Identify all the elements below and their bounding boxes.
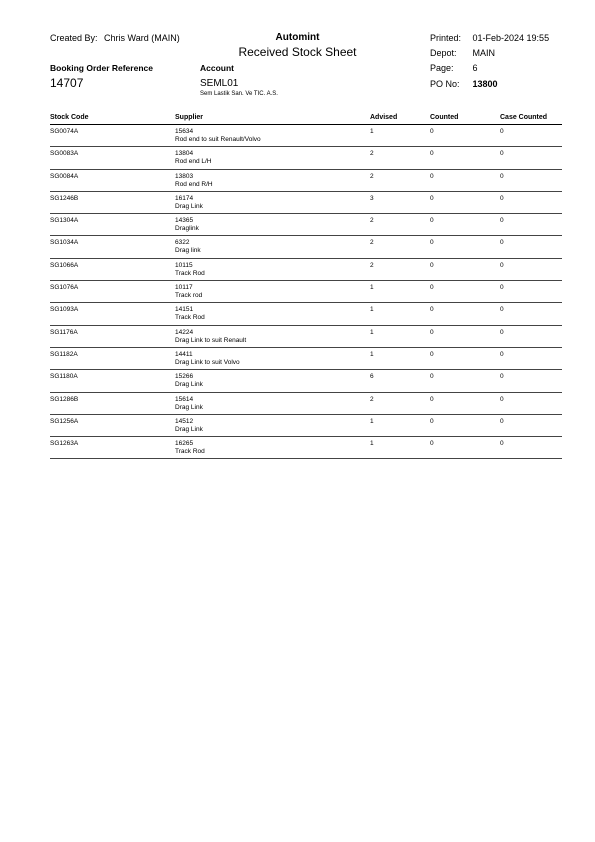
counted-cell: 0 <box>430 306 434 314</box>
counted-cell: 0 <box>430 172 434 180</box>
advised-cell: 2 <box>370 217 374 225</box>
supplier-code: 15634 <box>175 128 194 135</box>
counted-cell: 0 <box>430 217 434 225</box>
case-counted-cell: 0 <box>500 150 504 158</box>
supplier-cell <box>175 306 205 322</box>
supplier-code: 10117 <box>175 284 193 292</box>
stock-code-cell: SG1304A <box>50 217 79 225</box>
stock-code-cell: SG1182A <box>50 350 78 358</box>
supplier-description: Track Rod <box>175 269 205 277</box>
counted-cell: 0 <box>430 284 434 292</box>
advised-cell: 2 <box>370 261 374 269</box>
depot-meta <box>430 48 495 58</box>
advised-cell: 2 <box>370 150 374 158</box>
stock-code-cell: SG1180A <box>50 373 78 381</box>
supplier-code: 16265 <box>175 440 194 448</box>
page-label: Page: <box>430 63 454 73</box>
advised-cell: 3 <box>370 194 374 202</box>
supplier-description: Track Rod <box>175 314 205 322</box>
supplier-cell <box>175 262 205 278</box>
supplier-code: 14365 <box>175 217 194 225</box>
po-value: 13800 <box>472 79 498 89</box>
counted-cell: 0 <box>430 395 434 403</box>
supplier-description: Drag Link <box>175 403 203 411</box>
col-supplier: Supplier <box>175 114 204 121</box>
supplier-code: 14224 <box>175 328 194 336</box>
supplier-code: 16174 <box>175 194 194 202</box>
table-row <box>50 326 562 348</box>
case-counted-cell: 0 <box>500 172 504 180</box>
depot-label: Depot: <box>430 48 457 58</box>
supplier-cell <box>175 373 203 389</box>
depot-value: MAIN <box>472 48 496 58</box>
supplier-cell <box>175 173 213 189</box>
counted-cell: 0 <box>430 440 434 448</box>
supplier-description: Drag Link <box>175 202 203 210</box>
supplier-code: 10115 <box>175 261 193 269</box>
printed-meta <box>430 33 549 43</box>
supplier-description: Rod end L/H <box>175 158 212 166</box>
company-name: Automint <box>275 32 320 43</box>
table-row <box>50 147 562 169</box>
supplier-cell <box>175 195 203 211</box>
stock-code-cell: SG1176A <box>50 328 78 336</box>
stock-code-cell: SG0083A <box>50 150 79 158</box>
table-row <box>50 437 562 459</box>
supplier-description: Rod end to suit Renault/Volvo <box>175 136 261 143</box>
advised-cell: 1 <box>370 128 374 135</box>
account-label: Account <box>200 63 234 73</box>
advised-cell: 1 <box>370 417 374 425</box>
case-counted-cell: 0 <box>500 261 504 269</box>
created-by-value: Chris Ward (MAIN) <box>104 33 180 43</box>
supplier-code: 14512 <box>175 417 194 425</box>
case-counted-cell: 0 <box>500 328 504 336</box>
col-stock-code: Stock Code <box>50 114 89 121</box>
supplier-cell <box>175 284 202 300</box>
supplier-description: Drag Link <box>175 381 203 389</box>
printed-value: 01-Feb-2024 19:55 <box>472 33 550 43</box>
supplier-code: 14411 <box>175 350 193 358</box>
account-code: SEML01 <box>200 78 239 89</box>
supplier-description: Track Rod <box>175 448 205 456</box>
advised-cell: 6 <box>370 373 374 381</box>
case-counted-cell: 0 <box>500 440 504 448</box>
supplier-code: 15266 <box>175 373 194 381</box>
case-counted-cell: 0 <box>500 395 504 403</box>
table-row <box>50 348 562 370</box>
supplier-code: 13804 <box>175 150 194 158</box>
counted-cell: 0 <box>430 194 434 202</box>
supplier-cell <box>175 150 212 166</box>
table-row <box>50 281 562 303</box>
page-title: Received Stock Sheet <box>238 45 357 59</box>
case-counted-cell: 0 <box>500 284 504 292</box>
supplier-description: Drag Link to suit Volvo <box>175 358 240 366</box>
advised-cell: 2 <box>370 239 374 247</box>
supplier-description: Drag link <box>175 247 201 255</box>
stock-code-cell: SG0074A <box>50 128 79 135</box>
page-meta <box>430 63 478 73</box>
col-counted: Counted <box>430 114 459 121</box>
advised-cell: 1 <box>370 306 374 314</box>
case-counted-cell: 0 <box>500 417 504 425</box>
advised-cell: 1 <box>370 350 374 358</box>
supplier-cell <box>175 239 201 255</box>
supplier-description: Draglink <box>175 225 199 233</box>
stock-rows <box>50 125 562 459</box>
counted-cell: 0 <box>430 150 434 158</box>
supplier-code: 6322 <box>175 239 190 247</box>
counted-cell: 0 <box>430 128 434 135</box>
case-counted-cell: 0 <box>500 217 504 225</box>
counted-cell: 0 <box>430 328 434 336</box>
supplier-description: Track rod <box>175 292 203 300</box>
case-counted-cell: 0 <box>500 239 504 247</box>
col-advised: Advised <box>370 114 398 121</box>
table-row <box>50 303 562 325</box>
supplier-cell <box>175 329 246 345</box>
table-row <box>50 170 562 192</box>
supplier-cell <box>175 396 203 412</box>
stock-code-cell: SG1263A <box>50 440 79 448</box>
advised-cell: 1 <box>370 284 374 292</box>
table-row <box>50 393 562 415</box>
stock-code-cell: SG1093A <box>50 306 79 314</box>
po-label: PO No: <box>430 79 460 89</box>
case-counted-cell: 0 <box>500 128 504 135</box>
supplier-description: Drag Link to suit Renault <box>175 336 247 344</box>
counted-cell: 0 <box>430 261 434 269</box>
account-name: Sem Lastik San. Ve TIC. A.S. <box>200 91 278 97</box>
created-by-label: Created By: <box>50 33 98 43</box>
stock-code-cell: SG1256A <box>50 417 79 425</box>
col-case-counted: Case Counted <box>500 114 548 121</box>
stock-code-cell: SG0084A <box>50 172 79 180</box>
table-row <box>50 415 562 437</box>
counted-cell: 0 <box>430 239 434 247</box>
supplier-cell <box>175 217 199 233</box>
booking-ref-label: Booking Order Reference <box>50 63 153 73</box>
supplier-description: Rod end R/H <box>175 180 213 188</box>
advised-cell: 1 <box>370 440 374 448</box>
stock-code-cell: SG1066A <box>50 261 79 269</box>
case-counted-cell: 0 <box>500 350 504 358</box>
table-row <box>50 370 562 392</box>
case-counted-cell: 0 <box>500 306 504 314</box>
counted-cell: 0 <box>430 417 434 425</box>
booking-ref-value: 14707 <box>50 76 84 90</box>
supplier-cell <box>175 351 240 367</box>
page-value: 6 <box>472 63 478 73</box>
po-meta <box>430 79 498 89</box>
table-row <box>50 214 562 236</box>
supplier-description: Drag Link <box>175 425 203 433</box>
stock-code-cell: SG1076A <box>50 284 79 292</box>
counted-cell: 0 <box>430 350 434 358</box>
counted-cell: 0 <box>430 373 434 381</box>
stock-code-cell: SG1286B <box>50 395 79 403</box>
table-row <box>50 125 562 147</box>
supplier-code: 15614 <box>175 395 194 403</box>
supplier-code: 14151 <box>175 306 194 314</box>
stock-code-cell: SG1034A <box>50 239 79 247</box>
advised-cell: 1 <box>370 328 374 336</box>
case-counted-cell: 0 <box>500 373 504 381</box>
stock-code-cell: SG1246B <box>50 194 79 202</box>
supplier-cell <box>175 440 205 456</box>
table-row <box>50 259 562 281</box>
case-counted-cell: 0 <box>500 194 504 202</box>
table-row <box>50 192 562 214</box>
advised-cell: 2 <box>370 172 374 180</box>
supplier-cell <box>175 418 203 434</box>
supplier-cell <box>175 128 261 144</box>
printed-label: Printed: <box>430 33 462 43</box>
supplier-code: 13803 <box>175 172 194 180</box>
advised-cell: 2 <box>370 395 374 403</box>
table-row <box>50 236 562 258</box>
